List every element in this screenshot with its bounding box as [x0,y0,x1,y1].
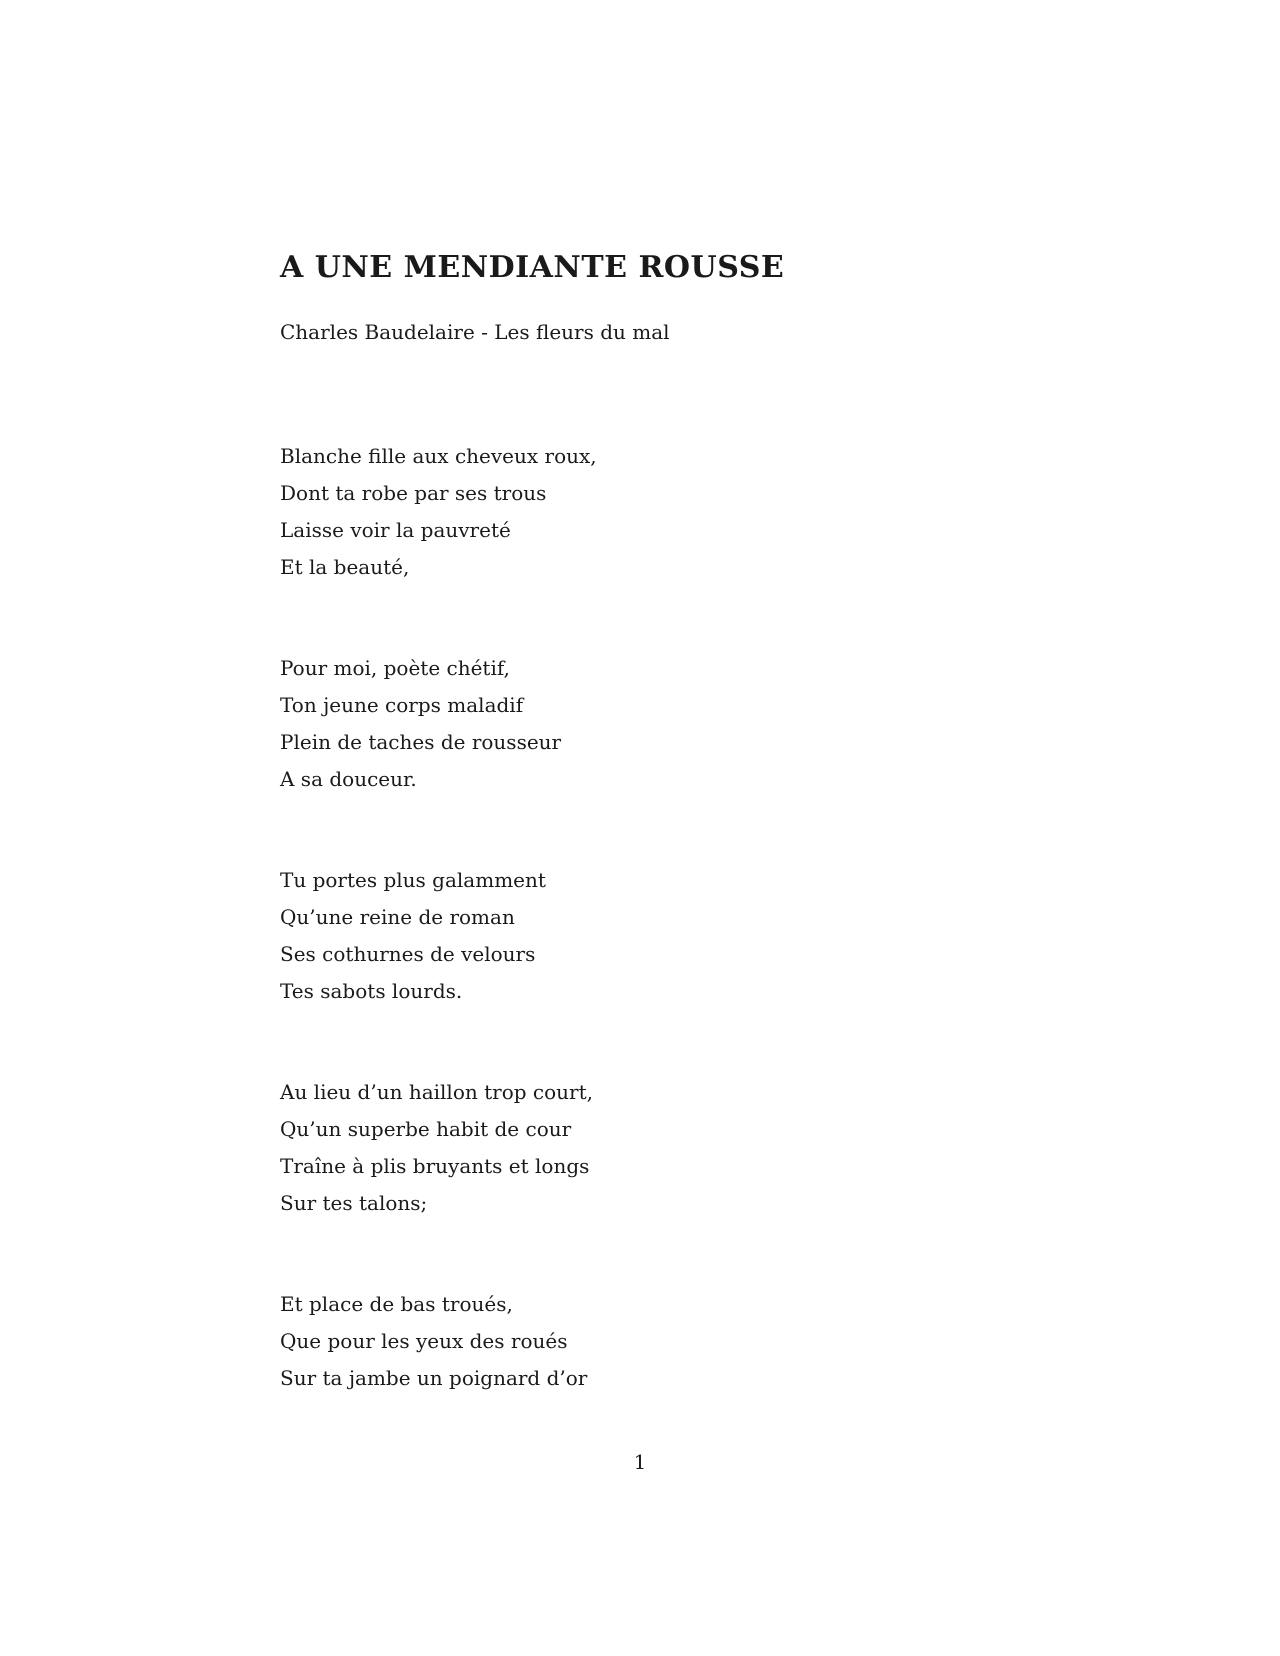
poem-line: Sur ta jambe un poignard d’or [280,1366,588,1390]
poem-line: Que pour les yeux des roués [280,1329,568,1353]
poem-line: Ses cothurnes de velours [280,942,536,966]
poem-line: Qu’une reine de roman [280,905,515,929]
poem-line: Pour moi, poète chétif, [280,656,510,680]
stanza-1 [280,438,597,586]
poem-line: Ton jeune corps maladif [280,693,524,717]
poem-line: A sa douceur. [280,767,417,791]
page-number: 1 [633,1450,647,1474]
poem-line: Plein de taches de rousseur [280,730,562,754]
poem-line: Qu’un superbe habit de cour [280,1117,572,1141]
stanza-2 [280,650,561,798]
poem-line: Au lieu d’un haillon trop court, [280,1080,593,1104]
poem-line: Tu portes plus galamment [280,868,546,892]
poem-line: Et place de bas troués, [280,1292,513,1316]
poem-line: Dont ta robe par ses trous [280,481,547,505]
poem-author-source: Charles Baudelaire - Les fleurs du mal [280,320,670,344]
poem-line: Tes sabots lourds. [280,979,463,1003]
poem-line: Et la beauté, [280,555,410,579]
stanza-5 [280,1286,587,1397]
poem-line: Traîne à plis bruyants et longs [280,1154,590,1178]
poem-line: Sur tes talons; [280,1191,428,1215]
poem-line: Laisse voir la pauvreté [280,518,511,542]
poem-line: Blanche fille aux cheveux roux, [280,444,597,468]
stanza-4 [280,1074,593,1222]
stanza-3 [280,862,546,1010]
poem-title: A UNE MENDIANTE ROUSSE [280,250,785,285]
